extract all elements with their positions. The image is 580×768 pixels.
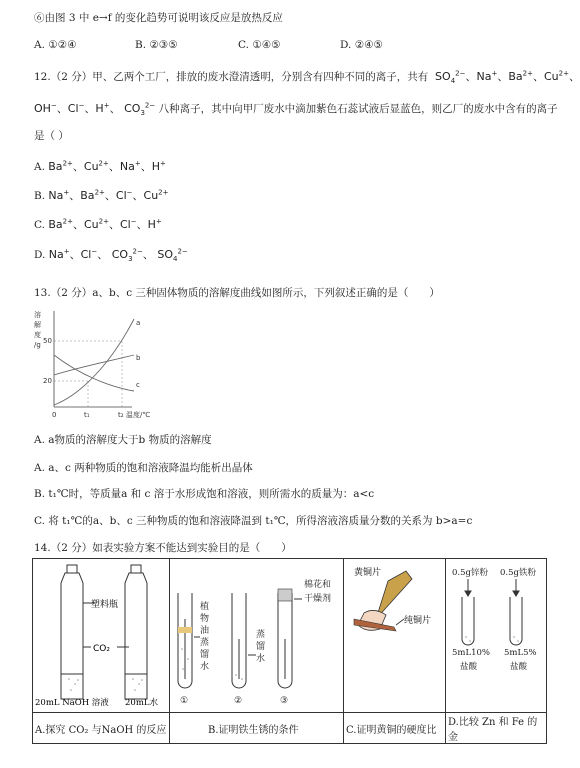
- bottle-label: 塑料瓶: [91, 600, 119, 610]
- q11-option-c[interactable]: C. ①④⑤: [238, 39, 281, 51]
- q12-option-c[interactable]: C. $Ba^{2+}$、$Cu^{2+}$、Cl−、H+: [34, 217, 162, 231]
- acid2-label-1: 5mL5%: [504, 648, 537, 658]
- oil-label-3: 油: [200, 626, 210, 636]
- q12-stem-line3: 是（ ）: [34, 130, 69, 142]
- zn-label: 0.5g锌粉: [452, 568, 488, 578]
- fe-label: 0.5g铁粉: [500, 568, 536, 578]
- q13-option-a2[interactable]: A. a、c 两种物质的饱和溶液降温均能析出晶体: [34, 462, 253, 474]
- q13-stem: 13.（2 分）a、b、c 三种固体物质的溶解度曲线如图所示，下列叙述正确的是（ ）: [34, 287, 440, 299]
- q11-option-a[interactable]: A. ①②④: [34, 39, 77, 51]
- water-label: 20mL水: [125, 698, 159, 708]
- acid1-label-2: 盐酸: [460, 662, 478, 672]
- drier-label-1: 棉花和: [304, 580, 332, 590]
- q12-option-d[interactable]: D. Na+、Cl−、 $CO_3^{2-}$、 $SO_4^{2-}$: [34, 247, 188, 264]
- caption-b: B.证明铁生锈的条件: [170, 713, 344, 744]
- cell-c-figure: [344, 559, 446, 713]
- brass-strip: [376, 571, 412, 619]
- chart-ylabel-4: /g: [34, 341, 41, 349]
- q11-option-b[interactable]: B. ②③⑤: [135, 39, 178, 51]
- q11-option-d[interactable]: D. ②④⑤: [340, 39, 383, 51]
- brass-figure: [344, 559, 445, 709]
- q12-stem-line1: [34, 68, 580, 84]
- water1-label-2: 馏: [200, 650, 210, 660]
- chart-ylabel-1: 溶: [34, 311, 41, 319]
- caption-c: C.证明黄铜的硬度比: [344, 713, 446, 744]
- cell-d-figure: [446, 559, 547, 713]
- caption-a: A.探究 CO₂ 与NaOH 的反应: [33, 713, 170, 744]
- q12-option-a[interactable]: A. $Ba^{2+}$、$Cu^{2+}$、Na+、H+: [34, 159, 166, 173]
- naoh-label: 20mL NaOH 溶液: [35, 698, 109, 708]
- brass-label: 黄铜片: [354, 568, 382, 578]
- bottles-figure: [33, 559, 169, 709]
- cell-a-figure: [33, 559, 170, 713]
- rust-tubes-figure: [170, 559, 343, 709]
- water1-label-3: 水: [200, 662, 210, 672]
- water1-label-1: 蒸: [200, 638, 210, 648]
- curve-label-c: c: [136, 381, 140, 389]
- chart-xtick-0: 0: [52, 411, 57, 419]
- acid2-label-2: 盐酸: [510, 662, 528, 672]
- chart-xlabel: 温度/℃: [126, 411, 151, 419]
- q12-stem-text2: 八种离子，其中向甲厂废水中滴加紫色石蕊试液后显蓝色，则乙厂的废水中含有的离子: [158, 103, 558, 115]
- q13-option-b[interactable]: B. t₁℃时，等质量a 和 c 溶于水形成饱和溶液，则所需水的质量为：a<c: [34, 488, 375, 500]
- zn-fe-figure: [446, 559, 546, 709]
- chart-ytick-50: 50: [43, 337, 52, 345]
- chart-xtick-t1: t₁: [84, 411, 90, 419]
- oil-label-2: 物: [200, 614, 210, 624]
- cell-b-figure: [170, 559, 344, 713]
- q12-stem-line2: [34, 100, 558, 116]
- curve-label-a: a: [136, 319, 141, 327]
- water2-label-2: 馏: [256, 642, 266, 652]
- drier-label-2: 干燥剂: [304, 594, 332, 604]
- q12-option-b[interactable]: B. Na+、$Ba^{2+}$、Cl−、$Cu^{2+}$: [34, 188, 169, 202]
- co2-label: CO₂: [93, 644, 110, 654]
- tube-num-2: ②: [234, 696, 243, 706]
- tube-num-3: ③: [280, 696, 289, 706]
- q12-stem-text1: 12.（2 分）甲、乙两个工厂，排放的废水澄清透明，分别含有四种不同的离子，共有: [34, 71, 429, 83]
- q14-stem: 14.（2 分）如表实验方案不能达到实验目的是（ ）: [34, 542, 292, 554]
- chart-xtick-t2: t₂: [118, 411, 124, 419]
- caption-d: D.比较 Zn 和 Fe 的金: [446, 713, 547, 744]
- chart-ytick-20: 20: [43, 377, 52, 385]
- q11-statement-6: ⑥由图 3 中 e→f 的变化趋势可说明该反应是放热反应: [34, 12, 283, 24]
- water2-label-1: 蒸: [256, 630, 266, 640]
- chart-ylabel-2: 解: [34, 321, 41, 329]
- water2-label-3: 水: [256, 654, 266, 664]
- q14-table: [32, 558, 547, 744]
- q13-option-a1[interactable]: A. a物质的溶解度大于b 物质的溶解度: [34, 434, 212, 446]
- solubility-chart: [30, 305, 155, 420]
- oil-label-1: 植: [200, 602, 210, 612]
- q12-ions-line1: $SO_4^{2-}$、Na+、$Ba^{2+}$、$Cu^{2+}$、: [431, 69, 580, 86]
- q12-ions-line2: OH−、Cl−、H+、 $CO_3^{2-}$: [34, 101, 156, 118]
- tube-num-1: ①: [180, 696, 189, 706]
- chart-ylabel-3: 度: [34, 331, 41, 339]
- copper-label: 纯铜片: [404, 616, 432, 626]
- acid1-label-1: 5mL10%: [452, 648, 491, 658]
- curve-label-b: b: [136, 354, 141, 362]
- q13-option-c[interactable]: C. 将 t₁℃的a、b、c 三种物质的饱和溶液降温到 t₁℃，所得溶液溶质量分数的关系为 b>a=c: [34, 515, 473, 527]
